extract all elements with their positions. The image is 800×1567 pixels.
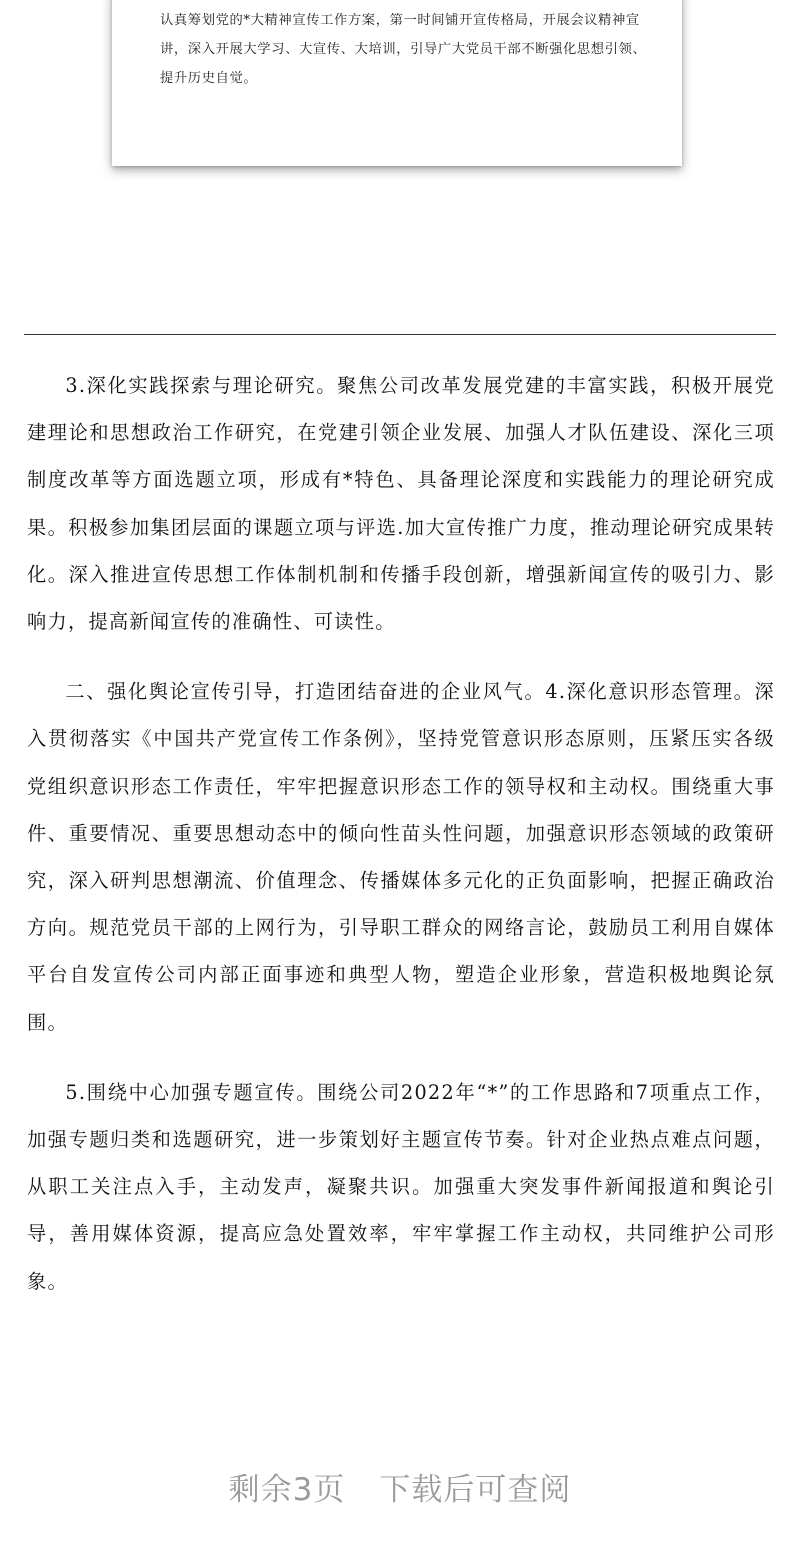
preview-text: 认真筹划党的*大精神宣传工作方案，第一时间铺开宣传格局，开展会议精神宣讲，深入开展大学习、大宣传、大培训，引导广大党员干部不断强化思想引领、提升历史自觉。 [160, 13, 647, 86]
paragraph: 3.深化实践探索与理论研究。聚焦公司改革发展党建的丰富实践，积极开展党建理论和思想政治工作研究，在党建引领企业发展、加强人才队伍建设、深化三项制度改革等方面选题立项，形成有*特色、具备理论深度和实践能力的理论研究成果。积极参加集团层面的课题立项与评选.加大宣传推广力度，推动理论研究成果转化。深入推进宣传思想工作体制机制和传播手段创新，增强新闻宣传的吸引力、影响力，提高新闻宣传的准确性、可读性。 [27, 374, 775, 634]
page-divider [24, 334, 776, 335]
paragraph: 二、强化舆论宣传引导，打造团结奋进的企业风气。4.深化意识形态管理。深入贯彻落实《中国共产党宣传工作条例》，坚持党管意识形态原则，压紧压实各级党组织意识形态工作责任，牢牢把握意识形态工作的领导权和主动权。围绕重大事件、重要情况、重要思想动态中的倾向性苗头性问题，加强意识形态领域的政策研究，深入研判思想潮流、价值理念、传播媒体多元化的正负面影响，把握正确政治方向。规范党员干部的上网行为，引导职工群众的网络言论，鼓励员工利用自媒体平台自发宣传公司内部正面事迹和典型人物，塑造企业形象，营造积极地舆论氛围。 [27, 680, 775, 1034]
paragraph: 5.围绕中心加强专题宣传。围绕公司2022年“*”的工作思路和7项重点工作，加强专题归类和选题研究，进一步策划好主题宣传节奏。针对企业热点难点问题，从职工关注点入手，主动发声，凝聚共识。加强重大突发事件新闻报道和舆论引导，善用媒体资源，提高应急处置效率，牢牢掌握工作主动权，共同维护公司形象。 [27, 1080, 775, 1293]
download-to-read-link[interactable]: 下载后可查阅 [379, 1472, 572, 1508]
document-body [27, 362, 775, 1328]
download-prompt[interactable] [0, 1468, 800, 1512]
remaining-pages-label: 剩余3页 [228, 1472, 346, 1508]
previous-page-preview [112, 0, 682, 166]
